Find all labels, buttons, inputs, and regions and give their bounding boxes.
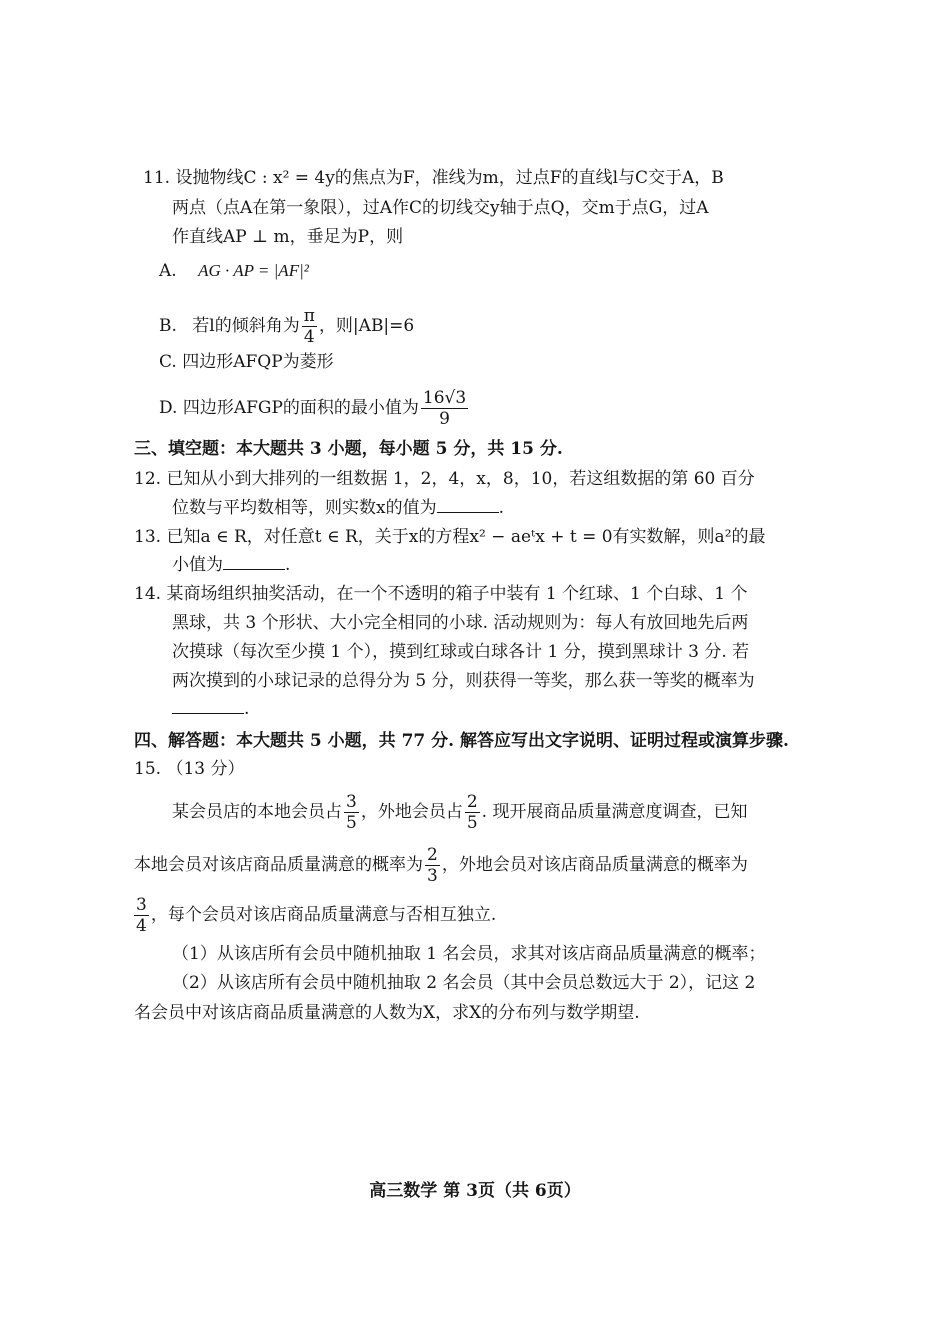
q15-part2-line1: （2）从该店所有会员中随机抽取 2 名会员（其中会员总数远大于 2），记这 2 xyxy=(172,973,756,993)
q14-line1: 14. 某商场组织抽奖活动，在一个不透明的箱子中装有 1 个红球、1 个白球、1 个 xyxy=(134,584,748,604)
q14-line4: 两次摸到的小球记录的总得分为 5 分，则获得一等奖，那么获一等奖的概率为 xyxy=(172,671,755,691)
q15-p2-b: ，外地会员对该店商品质量满意的概率为 xyxy=(441,855,748,875)
q14-end: . xyxy=(244,699,250,719)
q11-line1: 11. 设抛物线C : x² = 4y的焦点为F，准线为m，过点F的直线l与C交于A，B xyxy=(143,168,724,188)
q14-answer-blank xyxy=(172,697,244,714)
q13-line2-text: 小值为 xyxy=(172,555,223,575)
section-4-heading: 四、解答题：本大题共 5 小题，共 77 分. 解答应写出文字说明、证明过程或演算步骤. xyxy=(134,731,789,751)
q15-f4-num: 3 xyxy=(136,895,147,915)
q15-p1-b: ，外地会员占 xyxy=(360,802,463,822)
q15-fraction-nonlocal xyxy=(465,792,480,833)
q12-end: . xyxy=(498,498,504,518)
q11-option-d-pre: D. 四边形AFGP的面积的最小值为 xyxy=(159,398,419,418)
q11-option-d-fraction xyxy=(421,388,468,429)
q15-f2-den: 5 xyxy=(466,813,478,833)
q15-part1: （1）从该店所有会员中随机抽取 1 名会员，求其对该店商品质量满意的概率； xyxy=(172,944,766,964)
q11-option-b-fraction xyxy=(302,306,317,347)
q15-f1-den: 5 xyxy=(346,813,357,833)
page-footer: 高三数学 第 3页（共 6页） xyxy=(369,1181,581,1201)
q15-f2-num: 2 xyxy=(466,792,478,812)
q15-p1-a: 某会员店的本地会员占 xyxy=(172,802,342,822)
q13-line2 xyxy=(172,553,290,577)
q15-f4-den: 4 xyxy=(136,916,147,936)
q13-line1: 13. 已知a ∈ R，对任意t ∈ R，关于x的方程x² − aeᵗx + t = 0有实数解，则a²的最 xyxy=(134,527,766,547)
q11-option-d-num: 16√3 xyxy=(422,388,467,408)
q15-f3-num: 2 xyxy=(427,845,438,865)
q11-option-b-num: π xyxy=(303,306,315,326)
q15-f3-den: 3 xyxy=(427,866,438,886)
q15-f1-num: 3 xyxy=(346,792,357,812)
q11-option-d xyxy=(159,386,470,430)
q11-option-d-den: 9 xyxy=(439,409,450,429)
q11-option-a-expr: AG · AP = |AF|² xyxy=(198,261,309,280)
q15-p2-a: 本地会员对该店商品质量满意的概率为 xyxy=(134,855,423,875)
q13-answer-blank xyxy=(223,553,285,570)
q15-part2-line2: 名会员中对该店商品质量满意的人数为X，求X的分布列与数学期望. xyxy=(134,1003,640,1023)
q11-option-b xyxy=(159,306,414,347)
q12-line1: 12. 已知从小到大排列的一组数据 1，2，4，x，8，10，若这组数据的第 60 百分 xyxy=(134,469,755,489)
q14-line3: 次摸球（每次至少摸 1 个），摸到红球或白球各计 1 分，摸到黑球计 3 分. 若 xyxy=(172,642,750,662)
q15-paragraph-line2 xyxy=(134,843,748,887)
q15-paragraph-line3 xyxy=(134,893,496,937)
q13-end: . xyxy=(285,555,291,575)
q11-option-c: C. 四边形AFQP为菱形 xyxy=(159,352,334,372)
q11-line2: 两点（点A在第一象限），过A作C的切线交y轴于点Q，交m于点G，过A xyxy=(172,198,709,218)
q14-line5 xyxy=(172,697,249,721)
q12-line2-text: 位数与平均数相等，则实数x的值为 xyxy=(172,498,437,518)
q15-fraction-local xyxy=(344,792,359,833)
q11-option-a xyxy=(159,259,309,283)
q15-header: 15. （13 分） xyxy=(134,759,245,779)
q15-fraction-local-satisfied xyxy=(425,845,440,886)
q14-line2: 黑球，共 3 个形状、大小完全相同的小球. 活动规则为：每人有放回地先后两 xyxy=(172,613,749,633)
q15-paragraph-line1 xyxy=(172,790,747,834)
q11-option-b-den: 4 xyxy=(303,327,315,347)
q12-line2 xyxy=(172,496,504,520)
q12-answer-blank xyxy=(437,496,499,513)
q15-fraction-nonlocal-satisfied xyxy=(134,895,149,936)
q11-line3: 作直线AP ⊥ m，垂足为P，则 xyxy=(172,227,404,247)
q11-option-a-label: A. xyxy=(159,261,177,281)
section-3-heading: 三、填空题：本大题共 3 小题，每小题 5 分，共 15 分. xyxy=(134,439,563,459)
q15-p3: ，每个会员对该店商品质量满意与否相互独立. xyxy=(150,905,497,925)
q11-option-b-post: ，则|AB|=6 xyxy=(318,316,415,336)
q11-option-b-label: B. xyxy=(159,316,177,336)
q11-option-b-pre: 若l的倾斜角为 xyxy=(192,316,300,336)
q15-p1-c: . 现开展商品质量满意度调查，已知 xyxy=(481,802,748,822)
